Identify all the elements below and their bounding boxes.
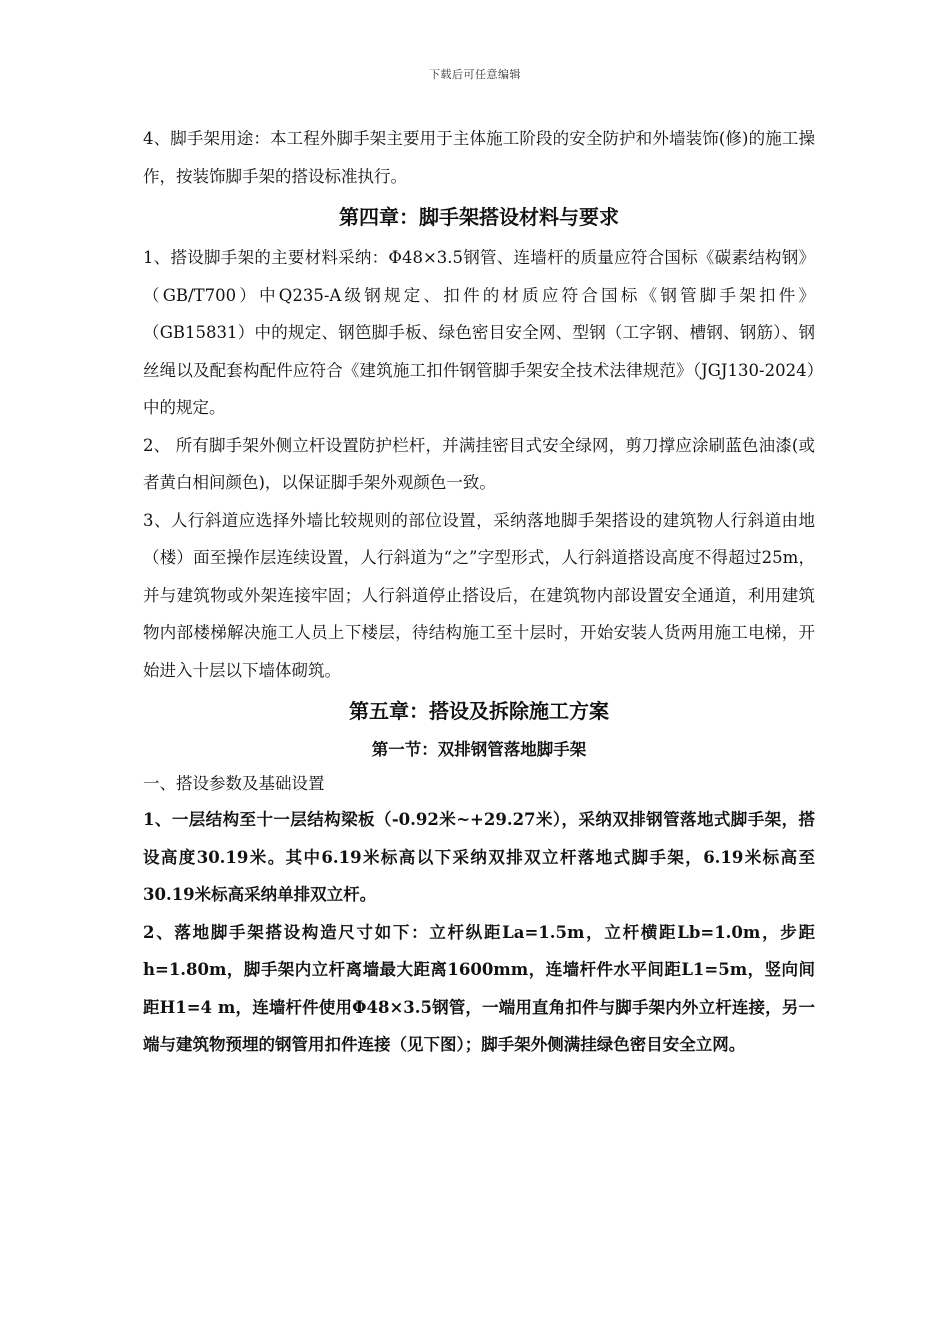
- chapter-4-title: 第四章：脚手架搭设材料与要求: [339, 205, 619, 229]
- paragraph-scaffold-usage: 4、脚手架用途：本工程外脚手架主要用于主体施工阶段的安全防护和外墙装饰(修)的施工操作，按装饰脚手架的搭设标准执行。: [143, 129, 815, 186]
- section-1-title: 第一节：双排钢管落地脚手架: [371, 740, 587, 759]
- paragraph-dimensions: 2、落地脚手架搭设构造尺寸如下：立杆纵距La=1.5m，立杆横距Lb=1.0m，步距h=1.80m，脚手架内立杆离墙最大距离1600mm，连墙杆件水平间距L1=5m，竖向间距H1=4 m，连墙杆件使用Φ48×3.5钢管，一端用直角扣件与脚手架内外立杆连接，另一端与建筑物预埋的钢管用扣件连接（见下图）；脚手架外侧满挂绿色密目安全立网。: [143, 922, 815, 1054]
- paragraph-railing: 2、 所有脚手架外侧立杆设置防护栏杆，并满挂密目式安全绿网，剪刀撑应涂刷蓝色油漆(或者黄白相间颜色)，以保证脚手架外观颜色一致。: [143, 435, 815, 492]
- subheading-parameters: 一、搭设参数及基础设置: [143, 774, 325, 793]
- page-header-note: 下载后可任意编辑: [429, 68, 521, 81]
- paragraph-materials: 1、搭设脚手架的主要材料采纳：Φ48×3.5钢管、连墙杆的质量应符合国标《碳素结构钢》（GB/T700）中Q235-A级钢规定、扣件的材质应符合国标《钢管脚手架扣件》（GB15831）中的规定、钢笆脚手板、绿色密目安全网、型钢（工字钢、槽钢、钢筋）、钢丝绳以及配套构配件应符合《建筑施工扣件钢管脚手架安全技术法律规范》（JGJ130-2024）中的规定。: [143, 248, 815, 417]
- paragraph-height: 1、一层结构至十一层结构梁板（-0.92米~+29.27米），采纳双排钢管落地式脚手架，搭设高度30.19米。其中6.19米标高以下采纳双排双立杆落地式脚手架，6.19米标高至30.19米标高采纳单排双立杆。: [143, 810, 815, 904]
- document-body: [143, 120, 815, 1064]
- paragraph-ramp: 3、人行斜道应选择外墙比较规则的部位设置，采纳落地脚手架搭设的建筑物人行斜道由地（楼）面至操作层连续设置，人行斜道为“之”字型形式，人行斜道搭设高度不得超过25m，并与建筑物或外架连接牢固；人行斜道停止搭设后，在建筑物内部设置安全通道，利用建筑物内部楼梯解决施工人员上下楼层，待结构施工至十层时，开始安装人货两用施工电梯，开始进入十层以下墙体砌筑。: [143, 510, 815, 680]
- chapter-5-title: 第五章：搭设及拆除施工方案: [349, 699, 609, 723]
